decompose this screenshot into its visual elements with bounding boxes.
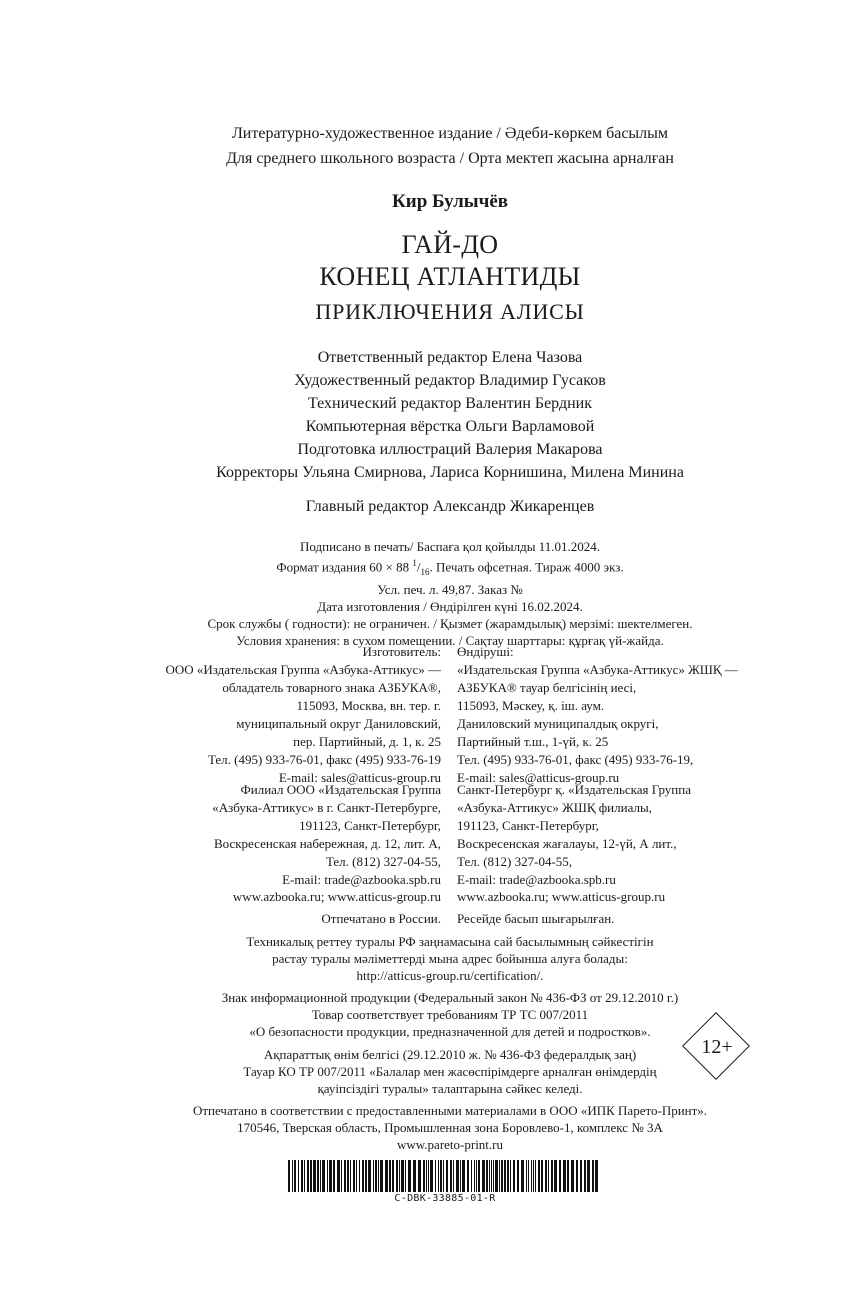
branch-ru-line: Тел. (812) 327-04-55, xyxy=(325,854,441,869)
barcode-bar xyxy=(310,1160,312,1192)
barcode-bar xyxy=(347,1160,349,1192)
barcode-bar xyxy=(471,1160,472,1192)
barcode-bar xyxy=(333,1160,335,1192)
printer-line: Отпечатано в соответствии с предоставленными материалами в ООО «ИПК Парето-Принт». xyxy=(192,1103,708,1118)
barcode-bar xyxy=(489,1160,490,1192)
barcode-bar xyxy=(587,1160,590,1192)
manufacturer-kz-line: E-mail: sales@atticus-group.ru xyxy=(457,770,620,785)
barcode-bar xyxy=(495,1160,498,1192)
printed-in-kz: Ресейде басып шығарылған. xyxy=(457,911,615,926)
manufacturer-ru-line: E-mail: sales@atticus-group.ru xyxy=(278,770,441,785)
barcode-bar xyxy=(450,1160,452,1192)
branch-kz-line: E-mail: trade@azbooka.spb.ru xyxy=(457,872,616,887)
manufacturer-kz-line: 115093, Мәскеу, қ. іш. аум. xyxy=(457,698,605,713)
printer-line: www.pareto-print.ru xyxy=(396,1137,503,1152)
info-sign-kz-line: Тауар КО ТР 007/2011 «Балалар мен жасөспірімдерге арналған өнімдердің xyxy=(243,1064,657,1079)
manufacturer-kz-line: Тел. (495) 933-76-01, факс (495) 933-76-19, xyxy=(457,752,694,767)
manufacturer-ru-line: 115093, Москва, вн. тер. г. xyxy=(296,698,441,713)
storage-line: Условия хранения: в сухом помещении. / Сақтау шарттары: құрғақ үй-жайда. xyxy=(236,632,664,648)
barcode-bar xyxy=(294,1160,296,1192)
barcode-bar xyxy=(510,1160,511,1192)
barcode-bar xyxy=(584,1160,586,1192)
manufacturer-ru-line: ООО «Издательская Группа «Азбука-Аттикус» — xyxy=(165,662,441,677)
barcode-bar xyxy=(571,1160,574,1192)
manufacturer-ru-line: обладатель товарного знака АЗБУКА®, xyxy=(222,680,441,695)
barcode-bar xyxy=(478,1160,480,1192)
barcode-bar xyxy=(435,1160,436,1192)
manufacturer-ru-line: Изготовитель: xyxy=(362,644,441,659)
barcode-bar xyxy=(443,1160,444,1192)
barcode-bar xyxy=(337,1160,340,1192)
barcode-bar xyxy=(507,1160,509,1192)
barcode-text: C-DBK-33885-01-R xyxy=(394,1193,496,1204)
info-sign-line: «О безопасности продукции, предназначенной для детей и подростков». xyxy=(249,1024,651,1039)
barcode-bar xyxy=(368,1160,371,1192)
manufacturer-kz-line: Даниловский муниципалдық округі, xyxy=(457,716,659,731)
manufacturer-kz-line: АЗБУКА® тауар белгісінің иесі, xyxy=(457,680,637,695)
printed-in-ru: Отпечатано в России. xyxy=(321,911,441,926)
barcode-bar xyxy=(399,1160,400,1192)
barcode-bar xyxy=(521,1160,524,1192)
barcode-bar xyxy=(567,1160,569,1192)
barcode-bar xyxy=(453,1160,454,1192)
audience-line: Для среднего школьного возраста / Орта мектеп жасына арналған xyxy=(226,150,674,167)
branch-kz xyxy=(457,781,817,889)
format-fraction-numerator: 1 xyxy=(412,558,417,568)
barcode-bar xyxy=(380,1160,383,1192)
certification-note xyxy=(0,933,857,984)
printer-info xyxy=(0,1102,857,1153)
barcode-bar xyxy=(501,1160,503,1192)
barcode-bar xyxy=(474,1160,475,1192)
manufacturer-kz-line: «Издательская Группа «Азбука-Аттикус» ЖШҚ — xyxy=(457,662,738,677)
staff-line: Подготовка иллюстраций Валерия Макарова xyxy=(297,441,603,458)
barcode-bar xyxy=(392,1160,394,1192)
barcode-bar xyxy=(548,1160,549,1192)
barcode-bar xyxy=(462,1160,465,1192)
barcode-bar xyxy=(327,1160,328,1192)
barcode-bar xyxy=(538,1160,540,1192)
barcode-bar xyxy=(541,1160,543,1192)
barcode-bar xyxy=(460,1160,461,1192)
barcode-bar xyxy=(373,1160,374,1192)
branch-ru-line: E-mail: trade@azbooka.spb.ru xyxy=(282,872,441,887)
signed-line: Подписано в печать/ Баспаға қол қойылды 11.01.2024. xyxy=(299,539,600,554)
barcode-bar xyxy=(365,1160,367,1192)
barcode-bar xyxy=(389,1160,391,1192)
barcode-bar xyxy=(428,1160,429,1192)
barcode-bar xyxy=(413,1160,416,1192)
certification-url: http://atticus-group.ru/certification/. xyxy=(356,968,544,983)
age-rating-text: 12+ xyxy=(701,1035,733,1058)
book-title-2: КОНЕЦ АТЛАНТИДЫ xyxy=(319,262,581,291)
branch-ru-line: «Азбука-Аттикус» в г. Санкт-Петербурге, xyxy=(212,800,441,815)
info-sign-kz-line: қауіпсіздігі туралы» талаптарына сәйкес келеді. xyxy=(317,1081,583,1096)
barcode-bar xyxy=(576,1160,578,1192)
barcode-bar xyxy=(580,1160,582,1192)
book-title-3: ПРИКЛЮЧЕНИЯ АЛИСЫ xyxy=(315,299,585,324)
barcode-bar xyxy=(440,1160,442,1192)
printer-line: 170546, Тверская область, Промышленная зона Боровлево-1, комплекс № 3А xyxy=(237,1120,663,1135)
websites-ru: www.azbooka.ru; www.atticus-group.ru xyxy=(232,889,441,904)
manufactured-line: Дата изготовления / Өндірілген күні 16.02.2024. xyxy=(317,598,583,614)
barcode-bar xyxy=(486,1160,488,1192)
barcode-bar xyxy=(592,1160,594,1192)
barcode-bar xyxy=(356,1160,357,1192)
barcode-bar xyxy=(418,1160,421,1192)
barcode-bar xyxy=(554,1160,557,1192)
barcode-bar xyxy=(533,1160,534,1192)
barcode-bar xyxy=(301,1160,303,1192)
barcode-bar xyxy=(528,1160,529,1192)
branch-kz-line: Воскресенская жағалауы, 12-үй, А лит., xyxy=(457,836,677,851)
staff-line: Художественный редактор Владимир Гусаков xyxy=(294,372,606,389)
barcode-bar xyxy=(320,1160,321,1192)
barcode-bar xyxy=(526,1160,527,1192)
barcode-bar xyxy=(350,1160,351,1192)
branch-ru-line: Воскресенская набережная, д. 12, лит. А, xyxy=(213,836,441,851)
barcode-bar xyxy=(362,1160,364,1192)
barcode-bar xyxy=(517,1160,519,1192)
barcode-bar xyxy=(408,1160,411,1192)
barcode-bar xyxy=(513,1160,515,1192)
barcode-bar xyxy=(551,1160,553,1192)
barcode-bar xyxy=(298,1160,299,1192)
staff-line: Технический редактор Валентин Бердник xyxy=(308,395,592,412)
barcode-bar xyxy=(491,1160,492,1192)
barcode-bar xyxy=(322,1160,325,1192)
age-rating-badge xyxy=(681,1011,753,1083)
branch-kz-line: 191123, Санкт-Петербург, xyxy=(457,818,599,833)
barcode-bar xyxy=(423,1160,425,1192)
manufacturer-ru-line: муниципальный округ Даниловский, xyxy=(236,716,441,731)
barcode-bar xyxy=(378,1160,379,1192)
barcode-bar xyxy=(504,1160,506,1192)
websites-kz: www.azbooka.ru; www.atticus-group.ru xyxy=(457,889,666,904)
manufacturer-ru xyxy=(121,643,441,787)
certification-line: Техникалық реттеу туралы РФ заңнамасына сай басылымның сәйкестігін xyxy=(246,934,654,949)
barcode-bar xyxy=(317,1160,319,1192)
barcode xyxy=(286,1160,604,1192)
barcode-bar xyxy=(563,1160,566,1192)
staff-line: Компьютерная вёрстка Ольги Варламовой xyxy=(305,418,595,435)
branch-kz-line: Тел. (812) 327-04-55, xyxy=(457,854,573,869)
info-sign-line: Товар соответствует требованиям ТР ТС 007/2011 xyxy=(311,1007,589,1022)
barcode-bar xyxy=(482,1160,485,1192)
format-fraction-denominator: 16 xyxy=(420,566,430,577)
certification-line: растау туралы мәліметтерді мына адрес бойынша алуға болады: xyxy=(272,951,628,966)
branch-ru-line: Филиал ООО «Издательская Группа xyxy=(240,782,441,797)
barcode-bar xyxy=(329,1160,332,1192)
book-title-1: ГАЙ-ДО xyxy=(401,230,499,259)
chief-editor: Главный редактор Александр Жикаренцев xyxy=(305,498,595,515)
barcode-bar xyxy=(499,1160,500,1192)
info-sign-kz-line: Ақпараттық өнім белгісі (29.12.2010 ж. № 436-ФЗ федералдық заң) xyxy=(263,1047,637,1062)
barcode-bar xyxy=(353,1160,355,1192)
barcode-bar xyxy=(456,1160,459,1192)
barcode-bar xyxy=(476,1160,477,1192)
barcode-bar xyxy=(405,1160,406,1192)
barcode-bar xyxy=(426,1160,427,1192)
barcode-bar xyxy=(344,1160,346,1192)
barcode-bar xyxy=(430,1160,433,1192)
barcode-bar xyxy=(467,1160,469,1192)
barcode-bar xyxy=(493,1160,494,1192)
manufacturer-kz-line: Партийный т.ш., 1-үй, к. 25 xyxy=(457,734,609,749)
manufacturer-ru-line: пер. Партийный, д. 1, к. 25 xyxy=(293,734,441,749)
branch-kz-line: «Азбука-Аттикус» ЖШҚ филиалы, xyxy=(457,800,652,815)
format-line: Формат издания 60 × 88 $^1/_{16}$. Печать офсетная. Тираж 4000 экз. xyxy=(276,558,624,577)
barcode-bar xyxy=(396,1160,398,1192)
barcode-bar xyxy=(401,1160,404,1192)
barcode-bar xyxy=(307,1160,309,1192)
barcode-bar xyxy=(341,1160,342,1192)
barcode-bar xyxy=(559,1160,561,1192)
staff-line: Ответственный редактор Елена Чазова xyxy=(317,349,583,366)
barcode-bar xyxy=(535,1160,536,1192)
barcode-bar xyxy=(375,1160,377,1192)
barcode-bar xyxy=(446,1160,448,1192)
info-sign-line: Знак информационной продукции (Федеральный закон № 436-ФЗ от 29.12.2010 г.) xyxy=(221,990,679,1005)
staff-credits xyxy=(0,346,857,484)
branch-ru xyxy=(121,781,441,889)
manufacturer-kz xyxy=(457,643,817,787)
edition-type-line: Литературно-художественное издание / Әдеби-көркем басылым xyxy=(231,125,669,142)
barcode-bar xyxy=(438,1160,439,1192)
staff-line: Корректоры Ульяна Смирнова, Лариса Корнишина, Милена Минина xyxy=(216,464,684,481)
shelf-life-line: Срок службы ( годности): не ограничен. / Қызмет (жарамдылық) мерзімі: шектелмеген. xyxy=(207,615,693,631)
author-name: Кир Булычёв xyxy=(391,191,509,212)
format-prefix: Формат издания 60 × 88 xyxy=(276,559,413,575)
format-suffix: . Печать офсетная. Тираж 4000 экз. xyxy=(429,559,624,575)
branch-kz-line: Санкт-Петербург қ. «Издательская Группа xyxy=(457,782,691,797)
barcode-bar xyxy=(304,1160,305,1192)
branch-ru-line: 191123, Санкт-Петербург, xyxy=(299,818,441,833)
barcode-bar xyxy=(359,1160,360,1192)
barcode-bar xyxy=(313,1160,316,1192)
print-info xyxy=(0,538,857,649)
barcode-bar xyxy=(288,1160,290,1192)
sheets-line: Усл. печ. л. 49,87. Заказ № xyxy=(377,581,523,597)
manufacturer-ru-line: Тел. (495) 933-76-01, факс (495) 933-76-19 xyxy=(207,752,441,767)
barcode-bar xyxy=(292,1160,293,1192)
manufacturer-kz-line: Өндіруші: xyxy=(457,644,514,659)
barcode-bar xyxy=(595,1160,598,1192)
barcode-bar xyxy=(531,1160,532,1192)
barcode-bar xyxy=(545,1160,547,1192)
barcode-bar xyxy=(385,1160,388,1192)
